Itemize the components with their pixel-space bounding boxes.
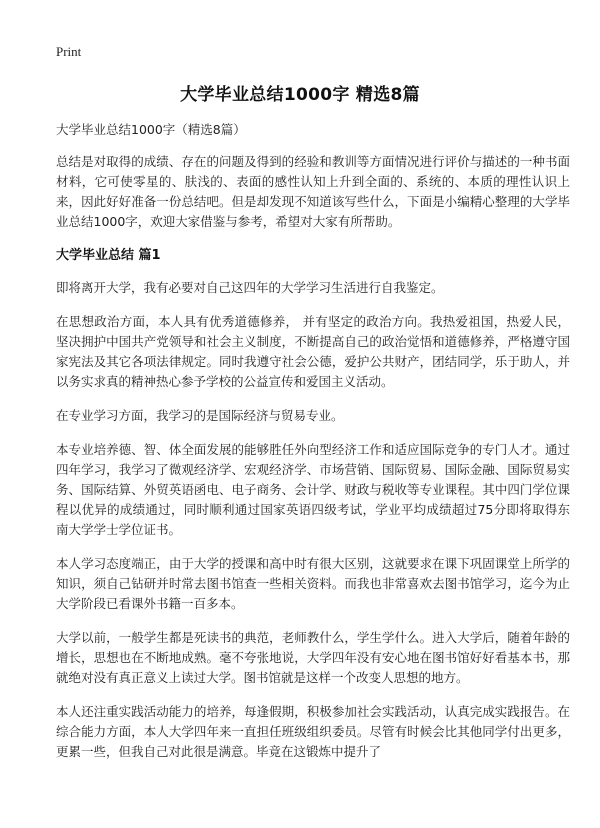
article-subtitle: 大学毕业总结1000字（精选8篇） bbox=[56, 122, 246, 137]
paragraph-5: 本人学习态度端正，由于大学的授课和高中时有很大区别，这就要求在课下巩固课堂上所学的知识，须自己钻研并时常去图书馆查一些相关资料。而我也非常喜欢去图书馆学习，迄今为止大学阶段已看课外书籍一百多本。 bbox=[56, 556, 570, 611]
print-link[interactable]: Print bbox=[56, 44, 82, 59]
article-body bbox=[56, 120, 570, 776]
paragraph-4: 本专业培养德、智、体全面发展的能够胜任外向型经济工作和适应国际竞争的专门人才。通过四年学习，我学习了微观经济学、宏观经济学、市场营销、国际贸易、国际金融、国际贸易实务、国际结算、外贸英语函电、电子商务、会计学、财政与税收等专业课程。其中四门学位课程以优异的成绩通过，同时顺利通过国家英语四级考试，学业平均成绩超过75分即将取得东南大学学士学位证书。 bbox=[56, 442, 570, 537]
page-title: 大学毕业总结1000字 精选8篇 bbox=[180, 85, 420, 105]
intro-paragraph: 总结是对取得的成绩、存在的问题及得到的经验和教训等方面情况进行评价与描述的一种书面材料，它可使零星的、肤浅的、表面的感性认知上升到全面的、系统的、本质的理性认识上来，因此好好准备一份总结吧。但是却发现不知道该写些什么，下面是小编精心整理的大学毕业总结1000字，欢迎大家借鉴与参考，希望对大家有所帮助。 bbox=[56, 154, 570, 229]
paragraph-7: 本人还注重实践活动能力的培养，每逢假期，积极参加社会实践活动，认真完成实践报告。在综合能力方面，本人大学四年来一直担任班级组织委员。尽管有时候会比其他同学付出更多，更累一些，但我自己对此很是满意。毕竟在这锻炼中提升了 bbox=[56, 704, 570, 759]
paragraph-3: 在专业学习方面，我学习的是国际经济与贸易专业。 bbox=[56, 408, 344, 423]
paragraph-1: 即将离开大学，我有必要对自己这四年的大学学习生活进行自我鉴定。 bbox=[56, 280, 444, 295]
paragraph-6: 大学以前，一般学生都是死读书的典范，老师教什么，学生学什么。进入大学后，随着年龄的增长，思想也在不断地成熟。毫不夸张地说，大学四年没有安心地在图书馆好好看基本书，那就绝对没有真正意义上读过大学。图书馆就是这样一个改变人思想的地方。 bbox=[56, 630, 570, 685]
paragraph-2: 在思想政治方面，本人具有优秀道德修养， 并有坚定的政治方向。我热爱祖国，热爱人民，坚决拥护中国共产党领导和社会主义制度，不断提高自己的政治觉悟和道德修养，严格遵守国家宪法及其它各项法律规定。同时我遵守社会公德，爱护公共财产，团结同学，乐于助人，并以务实求真的精神热心参予学校的公益宣传和爱国主义活动。 bbox=[56, 314, 570, 389]
section-heading: 大学毕业总结 篇1 bbox=[56, 248, 161, 263]
